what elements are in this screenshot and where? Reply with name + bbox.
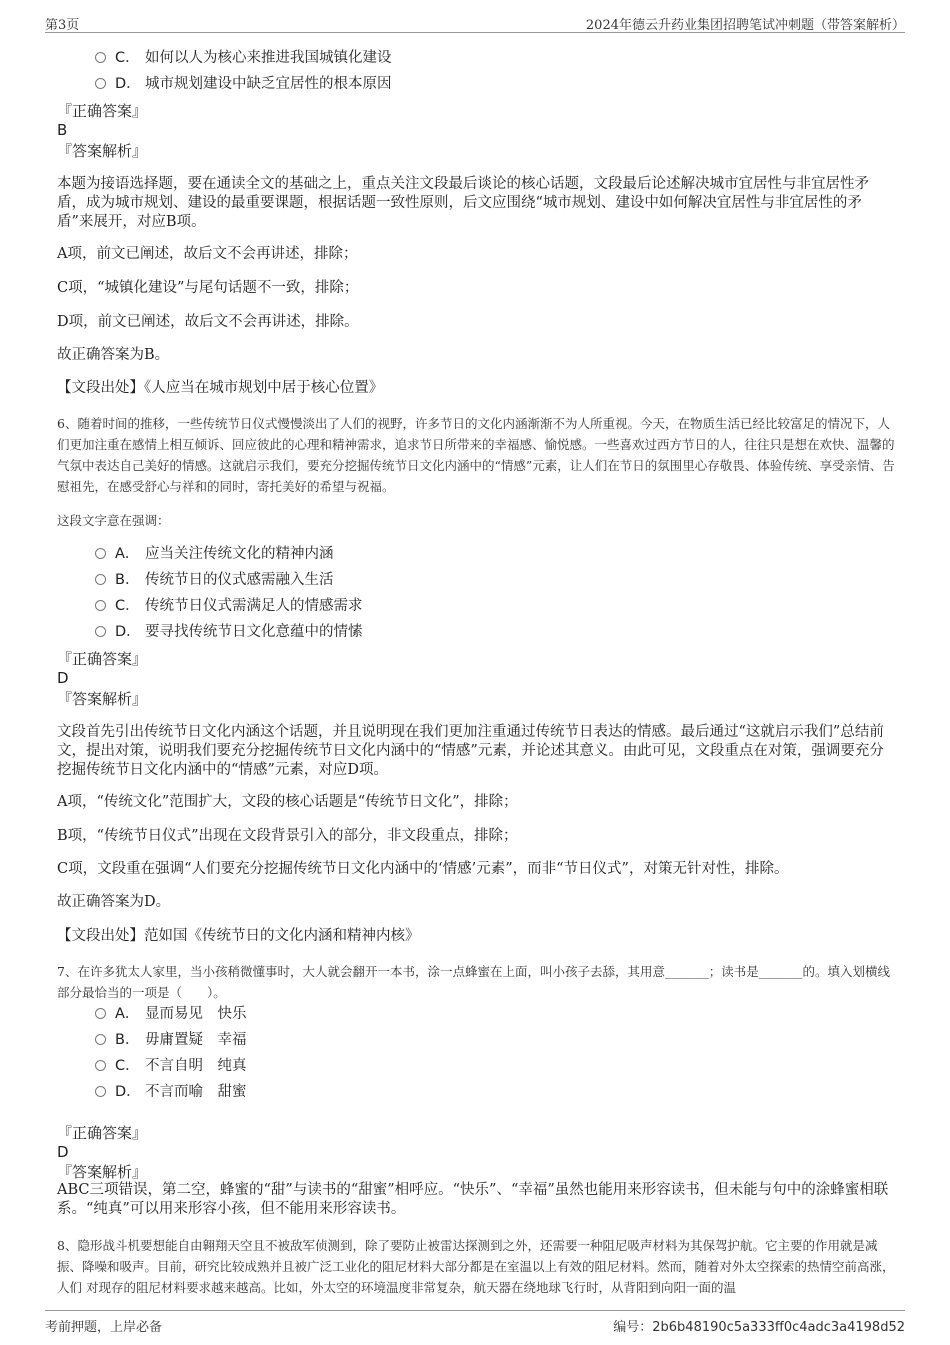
- q7-analysis-label: 『答案解析』: [57, 1163, 148, 1181]
- q6-analysis-main: 文段首先引出传统节日文化内涵这个话题，并且说明现在我们更加注重通过传统节日表达的情感。最后通过“这就启示我们”总结前文，提出对策，说明我们要充分挖掘传统节日文化内涵中的“情感”元素，并论述其意义。由此可见，文段重点在对策，强调要充分挖掘传统节日文化内涵中的“情感”元素，对应D项。: [57, 724, 884, 778]
- radio-icon[interactable]: [95, 548, 106, 559]
- q5-option-c[interactable]: C． 如何以人为核心来推进我国城镇化建设: [95, 49, 392, 67]
- q7-option-d[interactable]: D． 不言而喻 甜蜜: [95, 1083, 247, 1101]
- q5-analysis-label: 『答案解析』: [57, 142, 148, 160]
- q7-option-b[interactable]: B． 毋庸置疑 幸福: [95, 1031, 247, 1049]
- page-header: [45, 12, 905, 33]
- q7-answer: D: [57, 1143, 69, 1161]
- q6-answer: D: [57, 669, 69, 687]
- q6-option-b[interactable]: B． 传统节日的仪式感需融入生活: [95, 571, 334, 589]
- q6-option-c[interactable]: C． 传统节日仪式需满足人的情感需求: [95, 597, 363, 615]
- q5-analysis-a: A项，前文已阐述，故后文不会再讲述，排除；: [57, 246, 358, 262]
- q6-analysis-b: B项，“传统节日仪式”出现在文段背景引入的部分，非文段重点，排除；: [57, 828, 518, 844]
- q5-source: 【文段出处】《人应当在城市规划中居于核心位置》: [57, 380, 384, 396]
- page-number: 第3页: [45, 18, 80, 33]
- footer-slogan: 考前押题，上岸必备: [45, 1320, 163, 1335]
- radio-icon[interactable]: [95, 1034, 106, 1045]
- q6-stem: 6、随着时间的推移，一些传统节日仪式慢慢淡出了人们的视野，许多节日的文化内涵渐渐不为人所重视。今天，在物质生活已经比较富足的情况下，人们更加注重在感情上相互倾诉、回应彼此的心理和精神需求，追求节日所带来的幸福感、愉悦感。一些喜欢过西方节日的人，往往只是想在欢快、温馨的气氛中表达自己美好的情感。这就启示我们，要充分挖掘传统节日文化内涵中的“情感”元素，让人们在节日的氛围里心存敬畏、体验传统、享受亲情、告慰祖先，在感受舒心与祥和的同时，寄托美好的希望与祝福。: [57, 416, 895, 494]
- document-code: [613, 1316, 905, 1335]
- q6-prompt: 这段文字意在强调：: [57, 513, 170, 528]
- q6-answer-label: 『正确答案』: [57, 650, 148, 668]
- q6-analysis-a: A项，“传统文化”范围扩大，文段的核心话题是“传统节日文化”，排除；: [57, 794, 518, 810]
- radio-icon[interactable]: [95, 600, 106, 611]
- q5-answer-label: 『正确答案』: [57, 102, 148, 120]
- page-footer: [45, 1310, 905, 1333]
- code-label: 编号：: [613, 1320, 653, 1335]
- q8-stem: 8、隐形战斗机要想能自由翱翔天空且不被敌军侦测到，除了要防止被雷达探测到之外，还需要一种阻尼吸声材料为其保驾护航。它主要的作用就是减振、降噪和吸声。目前，研究比较成熟并且被广泛工业化的阻尼材料大部分都是在室温以上有效的阻尼材料。然而，随着对外太空探索的热情空前高涨， 人们 对现存的阻尼材料要求越来越高。比如，外太空的环境温度非常复杂，航天器在绕地球飞行时，从背阳到向阳一面的温: [57, 1238, 895, 1295]
- q6-option-d[interactable]: D． 要寻找传统节日文化意蕴中的情愫: [95, 623, 363, 641]
- q6-analysis-c: C项，文段重在强调“人们要充分挖掘传统节日文化内涵中的‘情感’元素”，而非“节日仪式”，对策无针对性，排除。: [57, 861, 789, 877]
- radio-icon[interactable]: [95, 52, 106, 63]
- q6-conclusion: 故正确答案为D。: [57, 894, 171, 910]
- radio-icon[interactable]: [95, 574, 106, 585]
- q5-analysis-main: 本题为接语选择题，要在通读全文的基础之上，重点关注文段最后谈论的核心话题，文段最后论述解决城市宜居性与非宜居性矛盾，成为城市规划、建设的最重要课题，根据话题一致性原则，后文应围绕“城市规划、建设中如何解决宜居性与非宜居性的矛盾”来展开，对应B项。: [57, 176, 869, 230]
- radio-icon[interactable]: [95, 1060, 106, 1071]
- q5-analysis-c: C项，“城镇化建设”与尾句话题不一致，排除；: [57, 280, 359, 296]
- q7-option-a[interactable]: A． 显而易见 快乐: [95, 1005, 247, 1023]
- q5-option-d[interactable]: D． 城市规划建设中缺乏宜居性的根本原因: [95, 75, 392, 93]
- q6-analysis-label: 『答案解析』: [57, 690, 148, 708]
- q5-answer: B: [57, 121, 68, 139]
- q6-option-a[interactable]: A． 应当关注传统文化的精神内涵: [95, 545, 334, 563]
- q5-conclusion: 故正确答案为B。: [57, 347, 170, 363]
- q7-stem: 7、在许多犹太人家里，当小孩稍微懂事时，大人就会翻开一本书，涂一点蜂蜜在上面，叫小孩子去舔，其用意_______；读书是_______的。填入划横线部分最恰当的一项是（ ）。: [57, 964, 890, 1000]
- q7-answer-label: 『正确答案』: [57, 1124, 148, 1142]
- radio-icon[interactable]: [95, 626, 106, 637]
- q6-source: 【文段出处】范如国《传统节日的文化内涵和精神内核》: [57, 928, 420, 944]
- radio-icon[interactable]: [95, 1008, 106, 1019]
- document-title: 2024年德云升药业集团招聘笔试冲刺题（带答案解析）: [585, 18, 905, 33]
- q5-analysis-d: D项，前文已阐述，故后文不会再讲述，排除。: [57, 314, 359, 330]
- radio-icon[interactable]: [95, 1086, 106, 1097]
- q7-analysis: ABC三项错误，第二空，蜂蜜的“甜”与读书的“甜蜜”相呼应。“快乐”、“幸福”虽然也能用来形容读书，但未能与句中的涂蜂蜜相联系。“纯真”可以用来形容小孩，但不能用来形容读书。: [57, 1182, 889, 1217]
- q7-option-c[interactable]: C． 不言自明 纯真: [95, 1057, 247, 1075]
- radio-icon[interactable]: [95, 78, 106, 89]
- code-value: 2b6b48190c5a333ff0c4adc3a4198d52: [652, 1320, 905, 1335]
